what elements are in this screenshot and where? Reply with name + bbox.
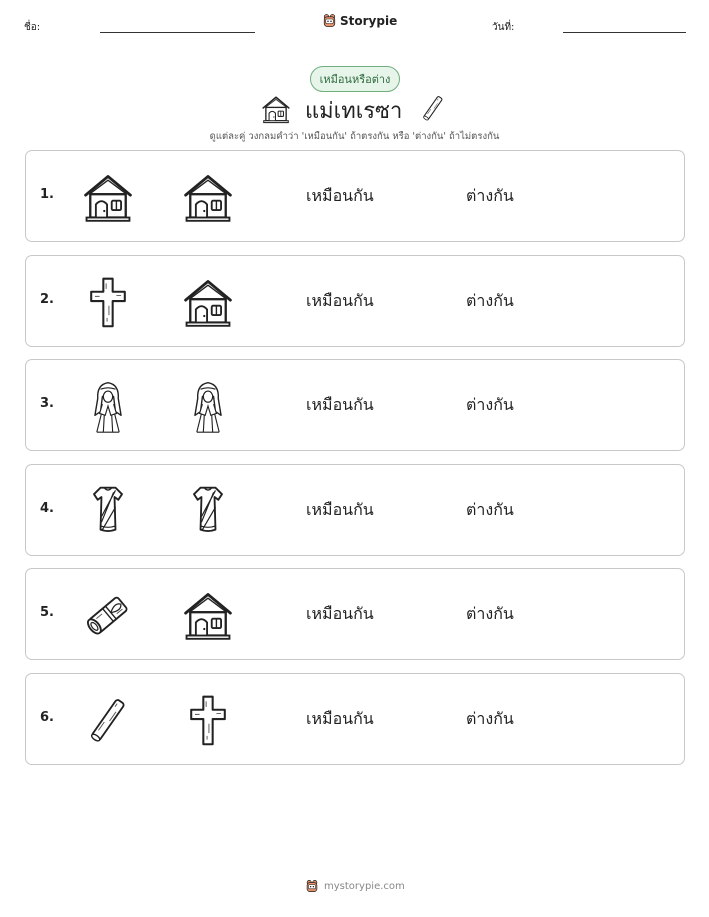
house-icon [180, 169, 236, 225]
picture-right [178, 585, 238, 645]
brand-logo [322, 13, 397, 28]
house-icon [80, 169, 136, 225]
storypie-logo-icon [305, 879, 319, 893]
house-icon [260, 93, 292, 125]
question-number: 2. [40, 291, 54, 307]
footer [305, 879, 405, 893]
picture-left [78, 690, 138, 750]
picture-right [178, 481, 238, 541]
option-same[interactable]: เหมือนกัน [306, 395, 374, 414]
sari-icon [80, 483, 136, 539]
picture-left [78, 272, 138, 332]
stick-icon [417, 92, 449, 124]
house-icon [180, 587, 236, 643]
picture-right [178, 167, 238, 227]
brand-name: Storypie [340, 13, 398, 28]
footer-url: mystorypie.com [324, 880, 405, 892]
picture-left [78, 167, 138, 227]
question-card [25, 359, 685, 451]
question-number: 4. [40, 500, 54, 516]
question-number: 6. [40, 709, 54, 725]
option-same[interactable]: เหมือนกัน [306, 708, 374, 728]
worksheet-header [0, 0, 709, 50]
storypie-logo-icon [322, 13, 337, 28]
question-card [25, 568, 685, 660]
page-title: แม่เทเรซา [305, 99, 403, 124]
house-icon [180, 274, 236, 330]
option-different[interactable]: ต่างกัน [466, 290, 514, 310]
option-different[interactable]: ต่างกัน [466, 395, 514, 414]
nun-icon [80, 378, 136, 434]
question-number: 3. [40, 396, 54, 411]
name-blank-line [100, 32, 255, 33]
picture-left [78, 376, 138, 436]
picture-right [178, 376, 238, 436]
option-same[interactable]: เหมือนกัน [306, 186, 374, 205]
question-card [25, 673, 685, 765]
instruction-text: ดูแต่ละคู่ วงกลมคำว่า 'เหมือนกัน' ถ้าตรงกัน หรือ 'ต่างกัน' ถ้าไม่ตรงกัน [209, 131, 500, 142]
picture-right [178, 272, 238, 332]
cross-icon [180, 692, 236, 748]
date-blank-line [563, 32, 686, 33]
question-number: 1. [40, 187, 54, 202]
picture-left [78, 585, 138, 645]
question-card [25, 464, 685, 556]
cross-icon [80, 274, 136, 330]
option-different[interactable]: ต่างกัน [466, 604, 514, 623]
option-same[interactable]: เหมือนกัน [306, 604, 374, 623]
question-number: 5. [40, 605, 54, 620]
activity-badge: เหมือนหรือต่าง [310, 66, 400, 92]
date-label: วันที่: [492, 22, 515, 33]
option-same[interactable]: เหมือนกัน [306, 499, 374, 519]
question-card [25, 150, 685, 242]
option-same[interactable]: เหมือนกัน [306, 290, 374, 310]
picture-left [78, 481, 138, 541]
nun-icon [180, 378, 236, 434]
option-different[interactable]: ต่างกัน [466, 708, 514, 728]
name-label: ชื่อ: [24, 22, 41, 33]
picture-right [178, 690, 238, 750]
option-different[interactable]: ต่างกัน [466, 186, 514, 205]
question-card [25, 255, 685, 347]
title-row [260, 93, 450, 127]
scroll-icon [80, 587, 136, 643]
sari-icon [180, 483, 236, 539]
option-different[interactable]: ต่างกัน [466, 499, 514, 519]
stick-icon [80, 692, 136, 748]
